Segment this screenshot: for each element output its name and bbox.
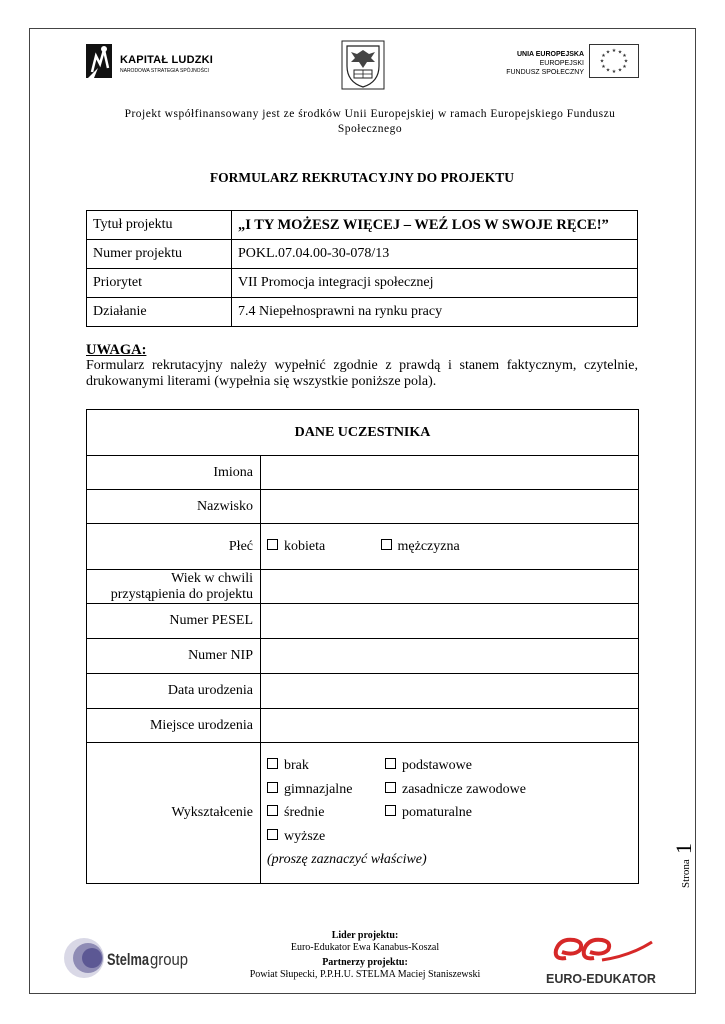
nip-label: Numer NIP (87, 639, 261, 674)
project-info-table (86, 210, 638, 327)
birth-date-field[interactable] (261, 674, 639, 709)
pesel-field[interactable] (261, 604, 639, 639)
education-option-label: brak (284, 758, 309, 774)
age-label-line2: przystąpienia do projektu (110, 586, 253, 602)
leader-name: Euro-Edukator Ewa Kanabus-Koszal (290, 942, 440, 953)
checkbox[interactable] (385, 758, 396, 769)
table-row (87, 456, 639, 490)
svg-text:★: ★ (601, 64, 606, 70)
checkbox[interactable] (267, 539, 278, 550)
surname-label: Nazwisko (87, 490, 261, 524)
priority-value: VII Promocja integracji społecznej (232, 269, 638, 298)
form-title: FORMULARZ REKRUTACYJNY DO PROJEKTU (209, 170, 515, 185)
kapital-ludzki-title: KAPITAŁ LUDZKI (120, 54, 214, 66)
svg-text:★: ★ (617, 67, 623, 74)
birth-place-field[interactable] (261, 709, 639, 743)
svg-text:★: ★ (605, 67, 611, 74)
project-number-value: POKL.07.04.00-30-078/13 (232, 240, 638, 269)
kapital-ludzki-subtitle: NARODOWA STRATEGIA SPÓJNOŚCI (120, 68, 209, 74)
svg-text:★: ★ (617, 49, 623, 56)
eu-label-line2: EUROPEJSKI (539, 60, 584, 67)
surname-field[interactable] (261, 490, 639, 524)
education-option-lower-secondary[interactable] (267, 778, 352, 802)
page-number: 1 (671, 843, 696, 854)
education-option-label: wyższe (284, 828, 326, 844)
eu-flag-icon (589, 44, 639, 78)
table-row (87, 604, 639, 639)
checkbox[interactable] (267, 782, 278, 793)
project-title-label: Tytuł projektu (87, 211, 232, 240)
euro-edukator-logo (540, 930, 662, 988)
table-row (87, 298, 638, 327)
first-names-field[interactable] (261, 456, 639, 490)
svg-text:★: ★ (605, 49, 611, 56)
leader-heading: Lider projektu: (331, 930, 399, 941)
education-option-label: pomaturalne (402, 805, 472, 821)
eu-label-line3: FUNDUSZ SPOŁECZNY (506, 69, 584, 76)
table-row (87, 709, 639, 743)
table-row (87, 269, 638, 298)
education-options (261, 743, 639, 884)
education-option-higher[interactable] (267, 825, 325, 849)
notice-text: Formularz rekrutacyjny należy wypełnić zgodnie z prawdą i stanem faktycznym, czytelnie, drukowanymi literami (wypełnia się wszystkie poniższe pola). (86, 358, 638, 389)
gender-option-female[interactable] (267, 539, 377, 555)
nip-field[interactable] (261, 639, 639, 674)
svg-text:★: ★ (622, 64, 627, 70)
age-label (87, 570, 261, 604)
checkbox[interactable] (385, 805, 396, 816)
eu-label-line1: UNIA EUROPEJSKA (516, 51, 584, 58)
gender-option-male-label: mężczyzna (397, 538, 460, 554)
education-option-post-secondary[interactable] (385, 801, 472, 825)
action-value: 7.4 Niepełnosprawni na rynku pracy (232, 298, 638, 327)
gender-options (261, 524, 639, 570)
table-row (87, 490, 639, 524)
age-label-line1: Wiek w chwili (171, 570, 253, 586)
kapital-ludzki-emblem-icon (84, 42, 116, 82)
birth-date-label: Data urodzenia (87, 674, 261, 709)
participant-heading: DANE UCZESTNIKA (87, 410, 639, 456)
project-number-label: Numer projektu (87, 240, 232, 269)
table-row (87, 743, 639, 884)
table-row (87, 240, 638, 269)
page-number-label (667, 840, 697, 890)
table-row (87, 211, 638, 240)
gender-option-female-label: kobieta (284, 538, 326, 554)
svg-text:★: ★ (611, 48, 617, 54)
stelma-wordmark-rest: group (150, 950, 188, 969)
education-option-secondary[interactable] (267, 801, 324, 825)
cofinancing-note: Projekt współfinansowany jest ze środków Unii Europejskiej w ramach Europejskiego Funduszu Społecznego (124, 108, 616, 135)
table-row (87, 674, 639, 709)
gender-option-male[interactable] (381, 539, 460, 555)
education-hint: (proszę zaznaczyć właściwe) (267, 852, 427, 868)
participant-data-table (86, 409, 639, 884)
action-label: Działanie (87, 298, 232, 327)
notice (86, 342, 638, 390)
stelma-group-logo (62, 934, 192, 984)
eu-label (496, 50, 584, 77)
svg-text:★: ★ (622, 53, 627, 59)
education-option-label: gimnazjalne (284, 781, 353, 797)
pesel-label: Numer PESEL (87, 604, 261, 639)
partners-names: Powiat Słupecki, P.P.H.U. STELMA Maciej Staniszewski (249, 969, 481, 980)
page-word: Strona (680, 859, 692, 888)
education-option-none[interactable] (267, 754, 309, 778)
svg-text:★: ★ (611, 69, 617, 75)
education-option-label: zasadnicze zawodowe (402, 781, 526, 797)
age-field[interactable] (261, 570, 639, 604)
coat-of-arms-icon (341, 40, 385, 90)
svg-text:★: ★ (599, 58, 605, 65)
kapital-ludzki-logo (84, 42, 214, 82)
checkbox[interactable] (267, 829, 278, 840)
euro-edukator-wordmark: EURO-EDUKATOR (546, 972, 656, 986)
checkbox[interactable] (385, 782, 396, 793)
partners-heading: Partnerzy projektu: (322, 957, 408, 968)
svg-text:★: ★ (601, 53, 606, 59)
table-row (87, 639, 639, 674)
checkbox[interactable] (381, 539, 392, 550)
footer-info (200, 930, 530, 981)
stelma-wordmark-bold: Stelma (107, 950, 150, 969)
education-option-primary[interactable] (385, 754, 472, 778)
table-row (87, 570, 639, 604)
education-option-vocational[interactable] (385, 778, 526, 802)
notice-heading: UWAGA: (86, 342, 147, 358)
svg-text:★: ★ (623, 58, 629, 65)
project-title-value: „I TY MOŻESZ WIĘCEJ – WEŹ LOS W SWOJE RĘCE!” (232, 211, 638, 240)
gender-label: Płeć (87, 524, 261, 570)
education-option-label: średnie (284, 805, 325, 821)
birth-place-label: Miejsce urodzenia (87, 709, 261, 743)
education-option-label: podstawowe (402, 758, 472, 774)
table-row (87, 524, 639, 570)
first-names-label: Imiona (87, 456, 261, 490)
priority-label: Priorytet (87, 269, 232, 298)
checkbox[interactable] (267, 758, 278, 769)
education-label: Wykształcenie (87, 743, 261, 884)
checkbox[interactable] (267, 805, 278, 816)
table-row (87, 410, 639, 456)
